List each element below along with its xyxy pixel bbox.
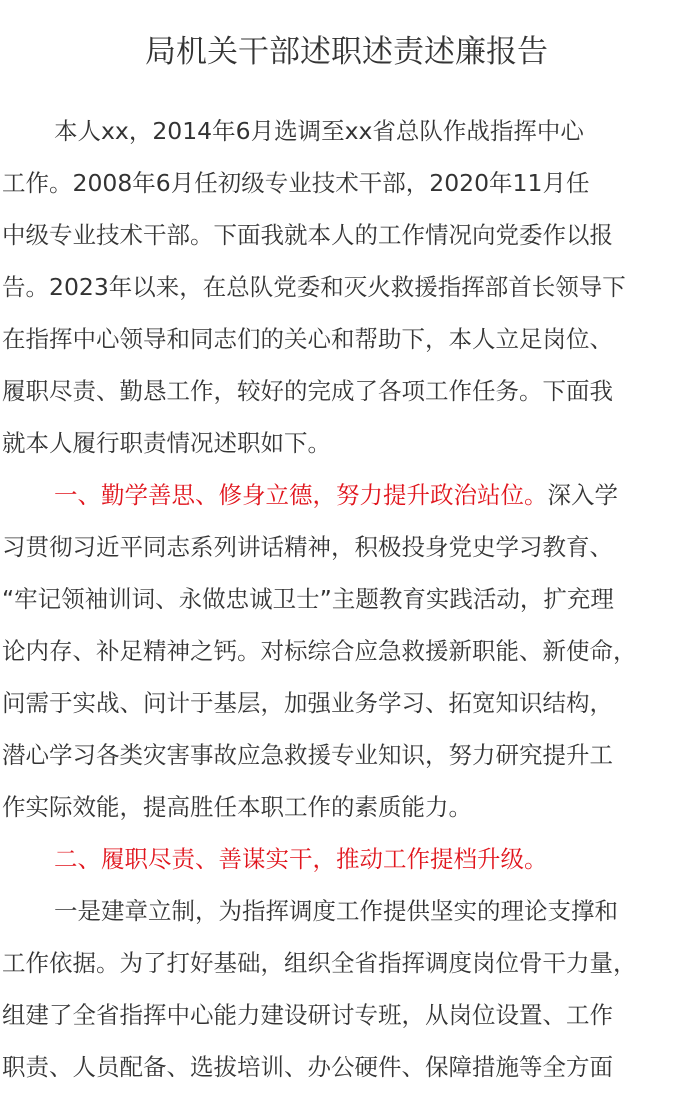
section2-line-4: 职责、人员配备、选拔培训、办公硬件、保障措施等全方面 xyxy=(2,1053,613,1081)
section1-line-7: 作实际效能，提高胜任本职工作的素质能力。 xyxy=(2,793,472,821)
body-line-3: 中级专业技术干部。下面我就本人的工作情况向党委作以报 xyxy=(2,221,613,249)
section2-line-2: 工作依据。为了打好基础，组织全省指挥调度岗位骨干力量， xyxy=(2,949,637,977)
section1-line-2: 习贯彻习近平同志系列讲话精神，积极投身党史学习教育、 xyxy=(2,533,613,561)
section1-heading: 一、勤学善思、修身立德，努力提升政治站位。 xyxy=(54,481,548,509)
section1-first-line xyxy=(54,477,618,513)
body-line-7: 就本人履行职责情况述职如下。 xyxy=(2,429,331,457)
body-line-2: 工作。2008年6月任初级专业技术干部，2020年11月任 xyxy=(2,169,590,197)
section2-line-3: 组建了全省指挥中心能力建设研讨专班，从岗位设置、工作 xyxy=(2,1001,613,1029)
body-line-1: 本人xx，2014年6月选调至xx省总队作战指挥中心 xyxy=(54,117,584,145)
section1-line-4: 论内存、补足精神之钙。对标综合应急救援新职能、新使命， xyxy=(2,637,637,665)
document-title: 局机关干部述职述责述廉报告 xyxy=(145,34,548,70)
section2-line-1: 一是建章立制，为指挥调度工作提供坚实的理论支撑和 xyxy=(54,897,618,925)
section1-line-3: “牢记领袖训词、永做忠诚卫士”主题教育实践活动，扩充理 xyxy=(2,585,614,613)
body-line-6: 履职尽责、勤恳工作，较好的完成了各项工作任务。下面我 xyxy=(2,377,613,405)
section1-line-6: 潜心学习各类灾害事故应急救援专业知识，努力研究提升工 xyxy=(2,741,613,769)
section2-heading: 二、履职尽责、善谋实干，推动工作提档升级。 xyxy=(54,845,548,873)
section1-first-line-rest: 深入学 xyxy=(547,481,618,509)
body-line-5: 在指挥中心领导和同志们的关心和帮助下，本人立足岗位、 xyxy=(2,325,613,353)
section1-line-5: 问需于实战、问计于基层，加强业务学习、拓宽知识结构， xyxy=(2,689,613,717)
body-line-4: 告。2023年以来，在总队党委和灭火救援指挥部首长领导下 xyxy=(2,273,626,301)
